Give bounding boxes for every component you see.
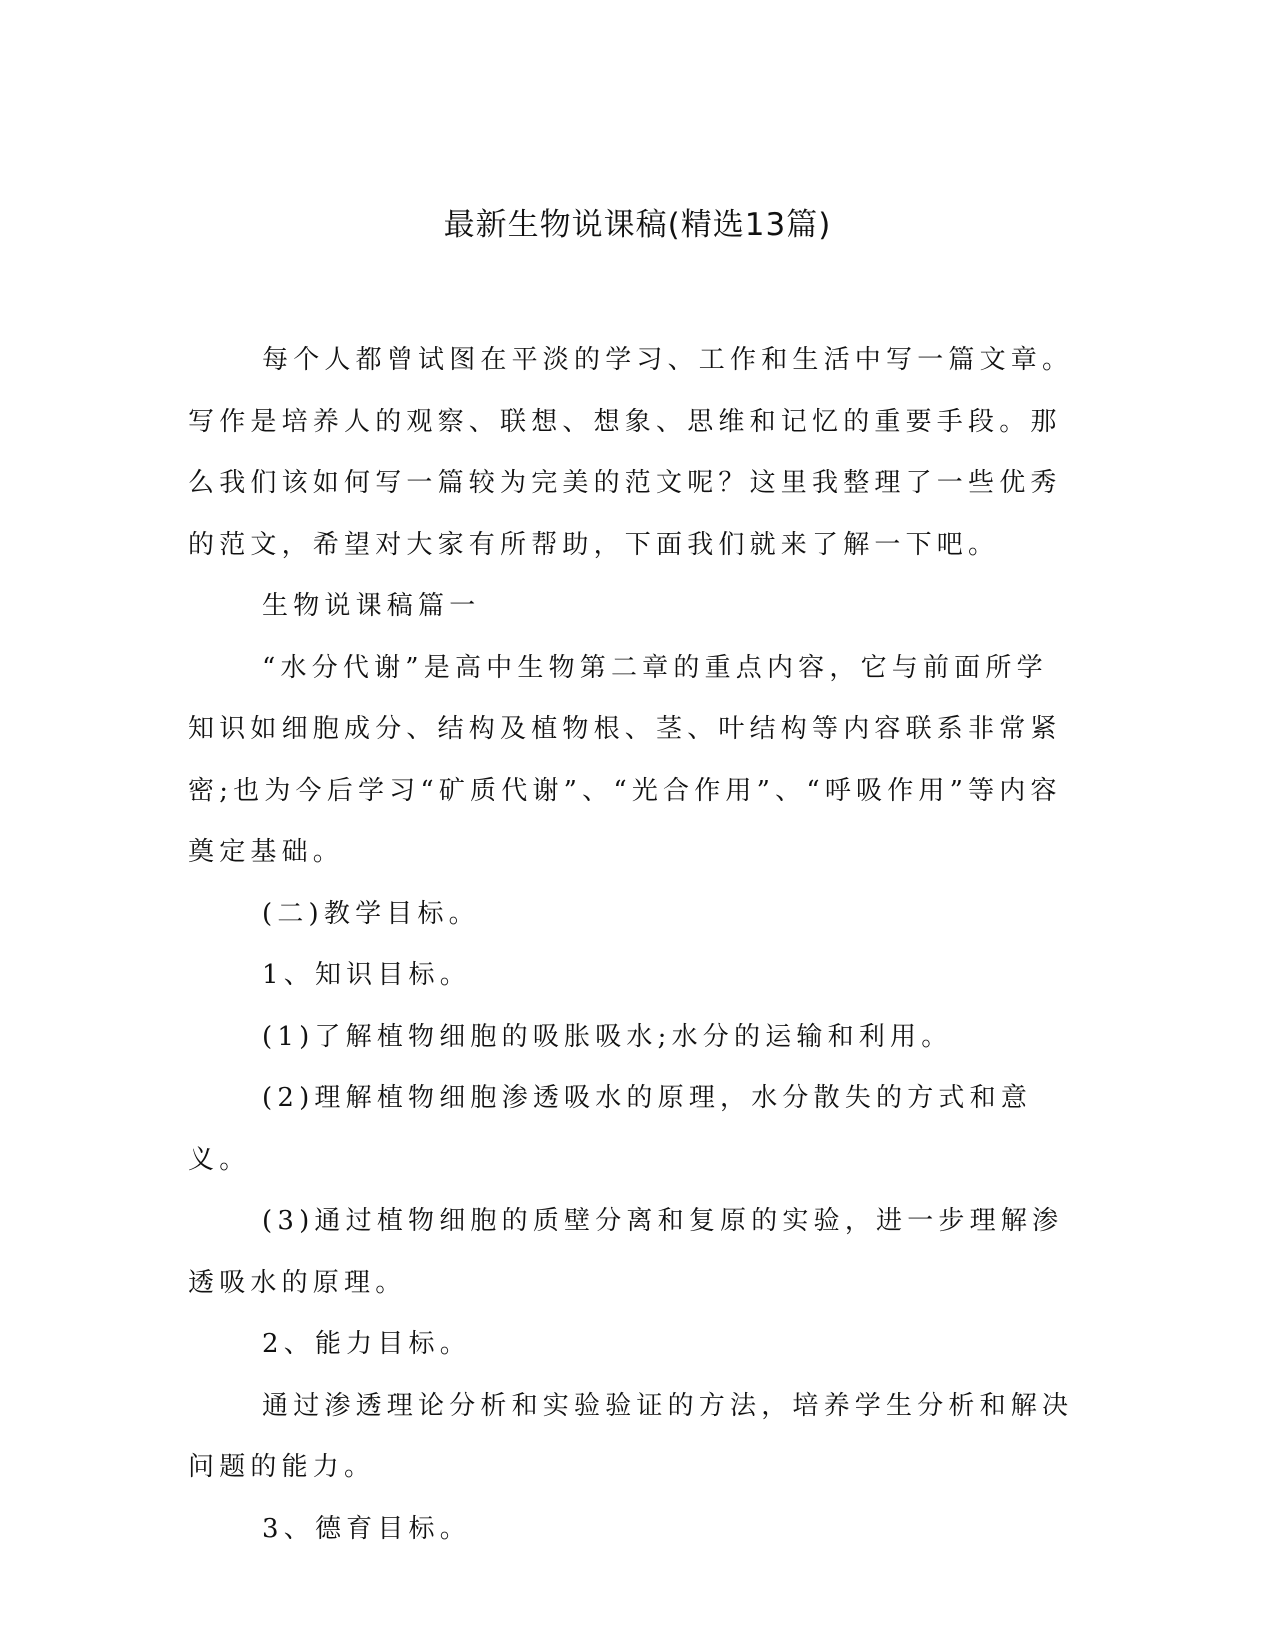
document-body	[188, 330, 1078, 1560]
paragraph: 通过渗透理论分析和实验验证的方法，培养学生分析和解决问题的能力。	[188, 1390, 1074, 1482]
paragraph: (2)理解植物细胞渗透吸水的原理，水分散失的方式和意义。	[188, 1083, 1033, 1175]
paragraph: (1)了解植物细胞的吸胀吸水;水分的运输和利用。	[262, 1021, 953, 1052]
paragraph-intro: 每个人都曾试图在平淡的学习、工作和生活中写一篇文章。写作是培养人的观察、联想、想象、思维和记忆的重要手段。那么我们该如何写一篇较为完美的范文呢？这里我整理了一些优秀的范文，希望对大家有所帮助，下面我们就来了解一下吧。	[188, 345, 1074, 560]
document-title: 最新生物说课稿(精选13篇)	[443, 207, 832, 243]
paragraph: 1、知识目标。	[262, 960, 471, 990]
paragraph: (二)教学目标。	[262, 898, 480, 929]
paragraph: (3)通过植物细胞的质壁分离和复原的实验，进一步理解渗透吸水的原理。	[188, 1206, 1064, 1298]
paragraph: 2、能力目标。	[262, 1329, 471, 1359]
section-heading: 生物说课稿篇一	[262, 591, 481, 621]
paragraph: “水分代谢”是高中生物第二章的重点内容，它与前面所学知识如细胞成分、结构及植物根、茎、叶结构等内容联系非常紧密;也为今后学习“矿质代谢”、“光合作用”、“呼吸作用”等内容奠定基础。	[188, 652, 1062, 867]
paragraph: 3、德育目标。	[262, 1513, 471, 1544]
